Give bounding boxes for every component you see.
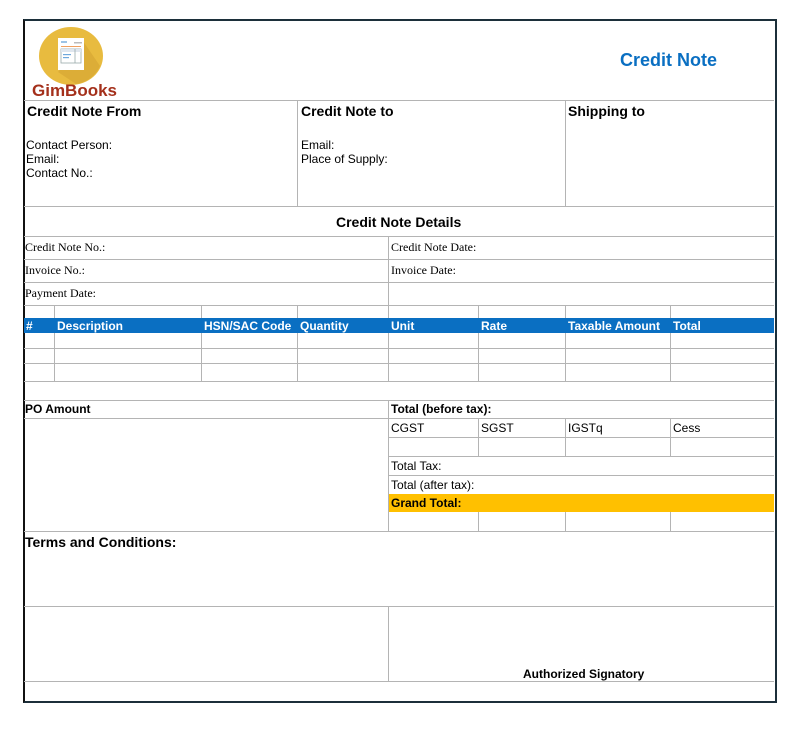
table-row[interactable]: [24, 381, 774, 382]
total-before-tax-label: Total (before tax):: [391, 402, 492, 416]
divider: [565, 512, 566, 532]
credit-note-date-label: Credit Note Date:: [391, 240, 477, 254]
divider: [24, 282, 774, 283]
divider: [565, 418, 566, 456]
cgst-label: CGST: [391, 421, 425, 435]
credit-note-form: [23, 19, 777, 703]
document-title: Credit Note: [620, 50, 718, 70]
divider: [670, 333, 671, 381]
col-number: #: [26, 319, 33, 333]
divider: [297, 100, 298, 206]
divider: [201, 305, 202, 318]
divider: [297, 305, 298, 318]
divider: [388, 437, 774, 438]
gimbooks-logo: [38, 26, 104, 86]
divider: [388, 606, 389, 682]
divider: [478, 512, 479, 532]
col-hsn-sac-code: HSN/SAC Code: [204, 319, 292, 333]
col-unit: Unit: [391, 319, 415, 333]
divider: [54, 305, 55, 318]
brand-name: GimBooks: [32, 81, 118, 100]
invoice-date-label: Invoice Date:: [391, 263, 456, 277]
col-description: Description: [57, 319, 124, 333]
divider: [201, 333, 202, 381]
divider: [388, 456, 774, 457]
to-email: Email:: [301, 138, 335, 152]
divider: [478, 305, 479, 318]
col-quantity: Quantity: [300, 319, 349, 333]
divider: [24, 400, 774, 401]
divider: [670, 305, 671, 318]
credit-note-to-heading: Credit Note to: [301, 103, 394, 119]
total-tax-label: Total Tax:: [391, 459, 442, 473]
to-place-of-supply: Place of Supply:: [301, 152, 388, 166]
divider: [478, 418, 479, 456]
invoice-no-label: Invoice No.:: [25, 263, 85, 277]
divider: [565, 333, 566, 381]
logo-icon: [38, 26, 104, 86]
divider: [24, 531, 774, 532]
total-after-tax-label: Total (after tax):: [391, 478, 475, 492]
divider: [24, 681, 774, 682]
shipping-to-heading: Shipping to: [568, 103, 645, 119]
divider: [565, 305, 566, 318]
from-email: Email:: [26, 152, 60, 166]
divider: [388, 305, 389, 318]
divider: [54, 333, 55, 381]
divider: [24, 606, 774, 607]
divider: [24, 259, 774, 260]
credit-note-details-heading: Credit Note Details: [336, 214, 462, 230]
col-taxable-amount: Taxable Amount: [568, 319, 661, 333]
terms-heading: Terms and Conditions:: [25, 534, 177, 550]
credit-note-from-heading: Credit Note From: [27, 103, 142, 119]
divider: [388, 475, 774, 476]
divider: [388, 400, 389, 532]
po-amount-label: PO Amount: [25, 402, 91, 416]
table-row[interactable]: [24, 363, 774, 364]
divider: [670, 512, 671, 532]
divider: [24, 236, 774, 237]
table-row[interactable]: [24, 348, 774, 349]
cess-label: Cess: [673, 421, 701, 435]
divider: [24, 206, 774, 207]
col-rate: Rate: [481, 319, 508, 333]
payment-date-label: Payment Date:: [25, 286, 96, 300]
divider: [388, 333, 389, 381]
sgst-label: SGST: [481, 421, 514, 435]
divider: [565, 100, 566, 206]
divider: [670, 418, 671, 456]
from-contact-no: Contact No.:: [26, 166, 93, 180]
divider: [478, 333, 479, 381]
credit-note-no-label: Credit Note No.:: [25, 240, 106, 254]
col-total: Total: [673, 319, 701, 333]
authorized-signatory-label: Authorized Signatory: [523, 667, 645, 681]
from-contact-person: Contact Person:: [26, 138, 113, 152]
divider: [24, 100, 774, 101]
divider: [24, 305, 774, 306]
divider: [388, 236, 389, 305]
grand-total-label: Grand Total:: [391, 496, 462, 510]
igst-label: IGSTq: [568, 421, 603, 435]
divider: [297, 333, 298, 381]
divider: [24, 418, 774, 419]
